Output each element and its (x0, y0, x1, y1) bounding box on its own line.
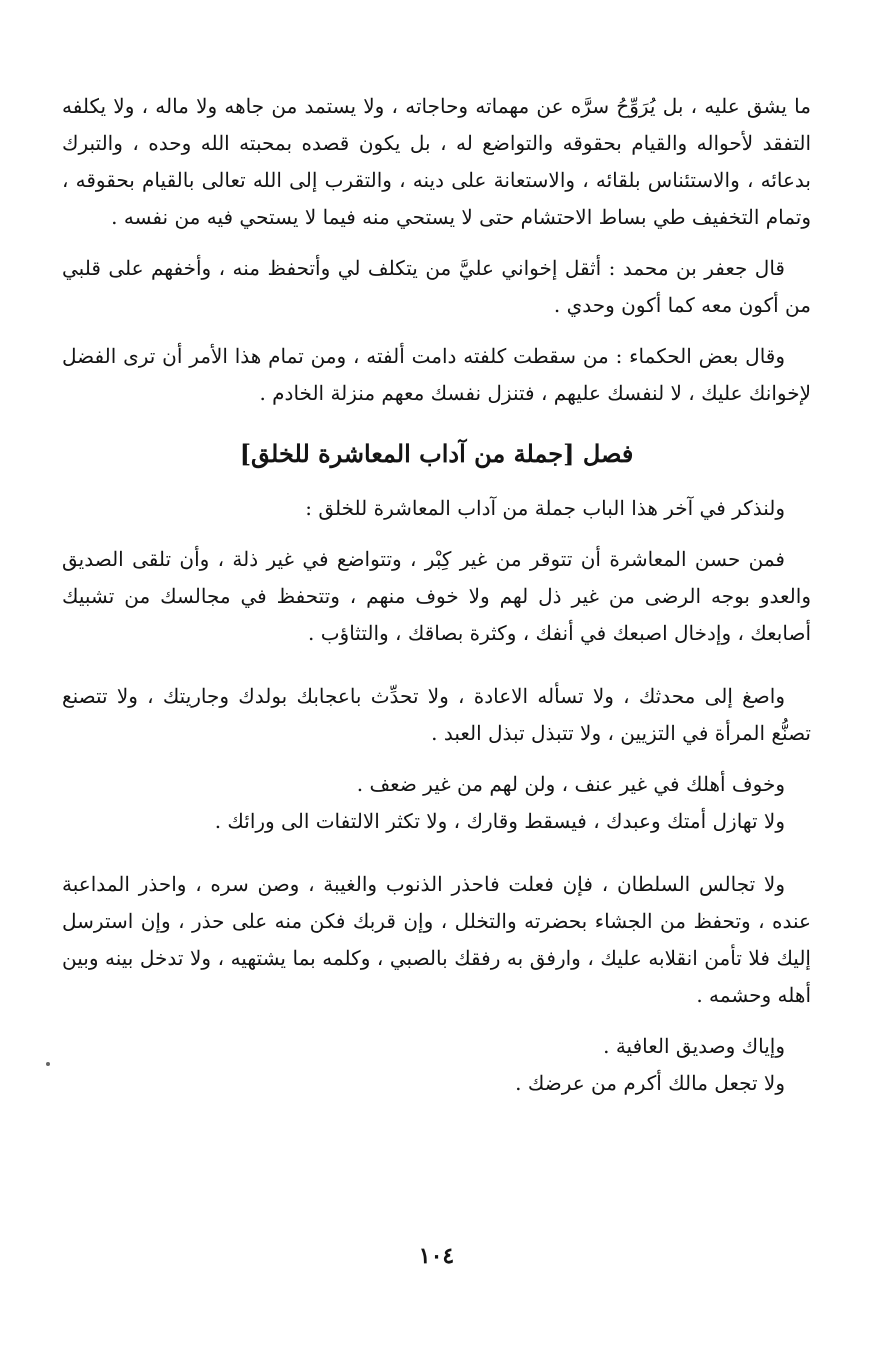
page-number: ١٠٤ (418, 1243, 455, 1269)
paragraph-5: فمن حسن المعاشرة أن تتوقر من غير كِبْر ، وتتواضع في غير ذلة ، وأن تلقى الصديق والعدو بوجه الرضى من غير ذل لهم ولا خوف منهم ، وتتحفظ في مجالسك من تشبيك أصابعك ، وإدخال اصبعك في أنفك ، وكثرة بصاقك ، والتثاؤب . (62, 547, 811, 645)
spacer (62, 854, 811, 866)
spacer (62, 666, 811, 678)
paragraph-8: ولا تجالس السلطان ، فإن فعلت فاحذر الذنوب والغيبة ، وصن سره ، واحذر المداعبة عنده ، وتحفظ من الجشاء بحضرته والتخلل ، وإن قربك فكن منه على حذر ، وإن استرسل إليك فلا تأمن انقلابه عليك ، وارفق به رفقك بالصبي ، وكلمه بما يشتهيه ، ولا تدخل بينه وبين أهله وحشمه . (62, 872, 811, 1007)
paragraph-1: ما يشق عليه ، بل يُرَوِّحُ سرَّه عن مهماته وحاجاته ، ولا يستمد من جاهه ولا ماله ، ولا يكلفه التفقد لأحواله والقيام بحقوقه والتواضع له ، بل يكون قصده بمحبته الله وحده ، والتبرك بدعائه ، والاستئناس بلقائه ، والاستعانة على دينه ، والتقرب إلى الله تعالى بالقيام بحقوقه ، وتمام التخفيف طي بساط الاحتشام حتى لا يستحي منه فيما لا يستحي فيه من نفسه . (62, 94, 811, 229)
paragraph-6: واصغ إلى محدثك ، ولا تسأله الاعادة ، ولا تحدِّث باعجابك بولدك وجاريتك ، ولا تتصنع تصنُّع المرأة في التزيين ، ولا تتبذل تبذل العبد . (62, 684, 811, 745)
paragraph-4: ولنذكر في آخر هذا الباب جملة من آداب المعاشرة للخلق : (305, 496, 785, 520)
paragraph-3: وقال بعض الحكماء : من سقطت كلفته دامت ألفته ، ومن تمام هذا الأمر أن ترى الفضل لإخوانك عليك ، لا لنفسك عليهم ، فتنزل نفسك معهم منزلة الخادم . (62, 344, 811, 405)
paragraph-7b: ولا تهازل أمتك وعبدك ، فيسقط وقارك ، ولا تكثر الالتفات الى ورائك . (214, 809, 785, 833)
paragraph-7a: وخوف أهلك في غير عنف ، ولن لهم من غير ضعف . (356, 772, 785, 796)
paragraph-9a: وإياك وصديق العافية . (603, 1034, 785, 1058)
margin-mark (46, 1062, 50, 1066)
section-heading: فصل [جملة من آداب المعاشرة للخلق] (239, 439, 634, 468)
paragraph-2: قال جعفر بن محمد : أثقل إخواني عليَّ من يتكلف لي وأتحفظ منه ، وأخفهم على قلبي من أكون معه كما أكون وحدي . (62, 256, 811, 317)
paragraph-9b: ولا تجعل مالك أكرم من عرضك . (515, 1071, 785, 1095)
